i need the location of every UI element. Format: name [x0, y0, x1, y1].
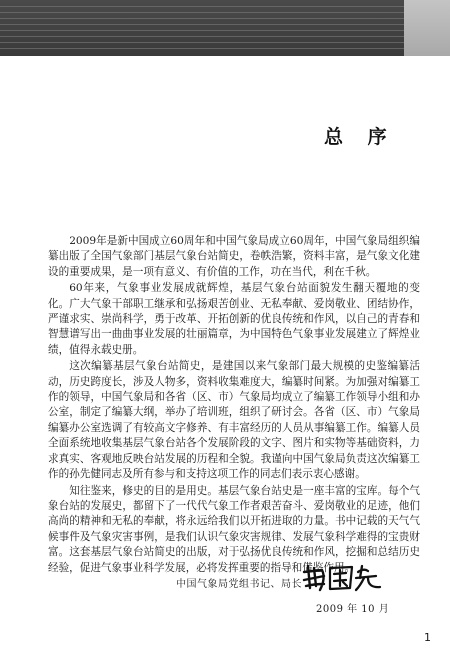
page-title: 总 序	[324, 126, 396, 148]
paragraph-1: 2009年是新中国成立60周年和中国气象局成立60周年，中国气象局组织编纂出版了全国气象部门基层气象台站简史，卷帙浩繁，资料丰富，是气象文化建设的重要成果，是一项有意义、有价值的工作，功在当代，利在千秋。	[48, 235, 420, 278]
header-decorative-band	[0, 0, 450, 56]
paragraph-2: 60年来，气象事业发展成就辉煌，基层气象台站面貌发生翻天覆地的变化。广大气象干部职工继承和弘扬艰苦创业、无私奉献、爱岗敬业、团结协作，严谨求实、崇尚科学，勇于改革、开拓创新的优良传统和作风，以自己的青春和智慧谱写出一曲曲事业发展的壮丽篇章，为中国特色气象事业发展建立了辉煌业绩，值得永载史册。	[48, 282, 420, 356]
paragraph-3: 这次编纂基层气象台站简史，是建国以来气象部门最大规模的史鉴编纂活动，历史跨度长，涉及人物多，资料收集难度大，编纂时间紧。为加强对编纂工作的领导，中国气象局和各省（区、市）气象局均成立了编纂工作领导小组和办公室，制定了编纂大纲，举办了培训班，组织了研讨会。各省（区、市）气象局编纂办公室选调了有较高文字修养、有丰富经历的人员从事编纂工作。编纂人员全面系统地收集基层气象台站各个发展阶段的文字、图片和实物等基础资料，力求真实、客观地反映台站发展的历程和全貌。我谨向中国气象局负责这次编纂工作的孙先健同志及所有参与和支持这项工作的同志们表示衷心感谢。	[48, 360, 420, 481]
paragraph-4: 知往鉴来，修史的目的是用史。基层气象台站史是一座丰富的宝库。每个气象台站的发展史，都留下了一代代气象工作者艰苦奋斗、爱岗敬业的足迹，他们高尚的精神和无私的奉献，将永远给我们以开拓进取的力量。书中记载的天气气候事件及气象灾害事例，是我们认识气象灾害规律、发展气象科学难得的宝贵财富。这套基层气象台站简史的出版，对于弘扬优良传统和作风，挖掘和总结历史经验，促进气象事业科学发展，必将发挥重要的指导和借鉴作用。	[48, 484, 420, 574]
handwritten-signature	[300, 562, 384, 592]
header-band-light-segment	[404, 0, 450, 56]
page-number: 1	[424, 631, 431, 644]
preface-body	[48, 234, 420, 577]
signature-date: 2009 年 10 月	[316, 604, 390, 615]
signature-title: 中国气象局党组书记、局长	[176, 579, 302, 590]
